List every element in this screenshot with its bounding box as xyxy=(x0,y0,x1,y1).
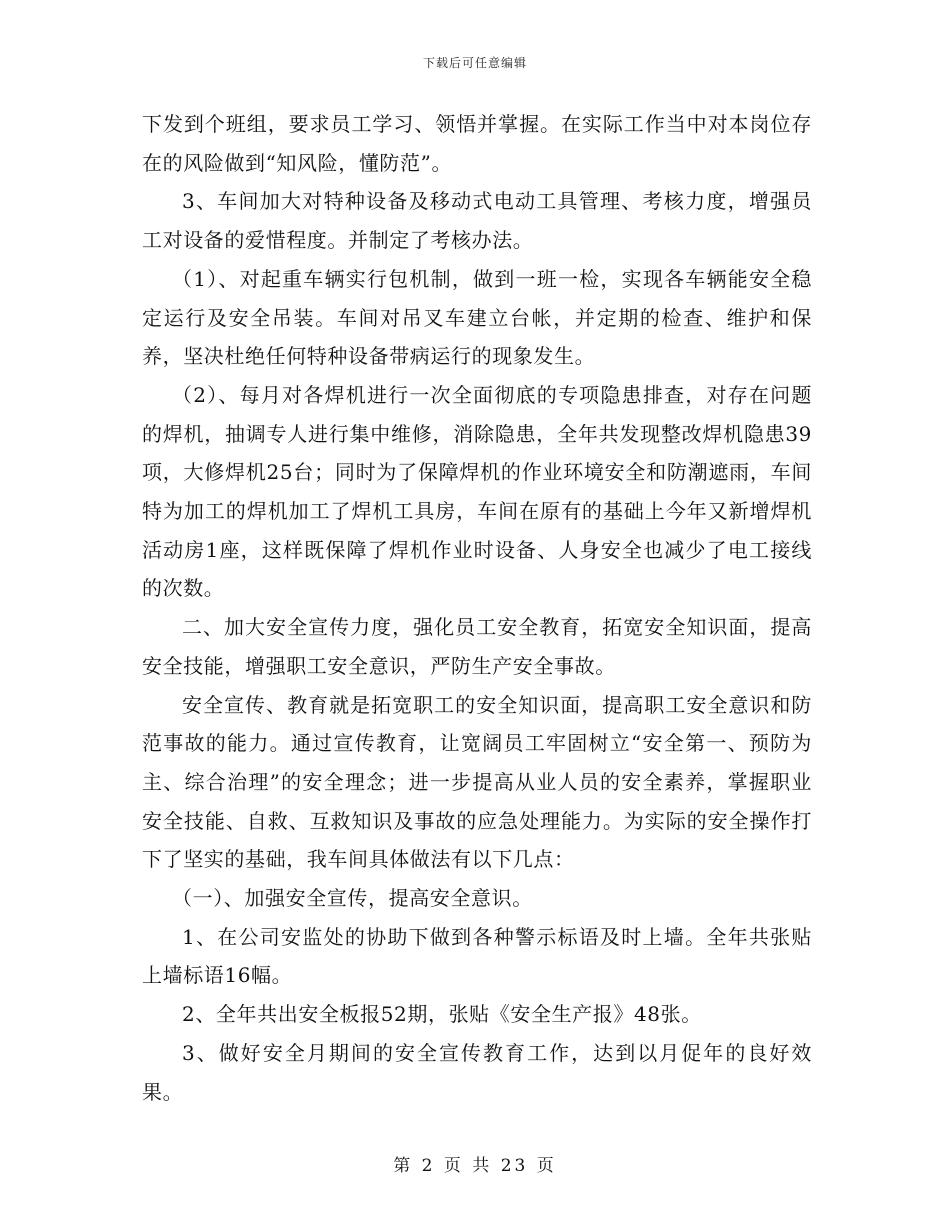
paragraph-sub-item-1: （1）、对起重车辆实行包机制，做到一班一检，实现各车辆能安全稳定运行及安全吊装。车间对吊叉车建立台帐，并定期的检查、维护和保养，坚决杜绝任何特种设备带病运行的现象发生。 xyxy=(142,266,812,369)
paragraph-subsection-heading: （一）、加强安全宣传，提高安全意识。 xyxy=(172,886,533,911)
document-body xyxy=(142,105,812,1111)
paragraph-section-heading-2: 二、加大安全宣传力度，强化员工安全教育，拓宽安全知识面，提高安全技能，增强职工安全意识，严防生产安全事故。 xyxy=(142,615,812,678)
paragraph-body: 安全宣传、教育就是拓宽职工的安全知识面，提高职工安全意识和防范事故的能力。通过宣传教育，让宽阔员工牢固树立“安全第一、预防为主、综合治理”的安全理念；进一步提高从业人员的安全素养，掌握职业安全技能、自救、互救知识及事故的应急处理能力。为实际的安全操作打下了坚实的基础，我车间具体做法有以下几点： xyxy=(142,692,812,872)
paragraph-item-3: 3、车间加大对特种设备及移动式电动工具管理、考核力度，增强员工对设备的爱惜程度。并制定了考核办法。 xyxy=(142,189,812,253)
page-header: 下载后可任意编辑 xyxy=(422,56,527,70)
paragraph-list-item-1: 1、在公司安监处的协助下做到各种警示标语及时上墙。全年共张贴上墙标语16幅。 xyxy=(142,924,812,988)
paragraph-continuation: 下发到个班组，要求员工学习、领悟并掌握。在实际工作当中对本岗位存在的风险做到“知风险，懂防范”。 xyxy=(142,112,812,175)
page-number-footer: 第 2 页 共 23 页 xyxy=(393,1156,557,1176)
paragraph-list-item-2: 2、全年共出安全板报52期，张贴《安全生产报》48张。 xyxy=(182,1002,702,1027)
paragraph-list-item-3: 3、做好安全月期间的安全宣传教育工作，达到以月促年的良好效果。 xyxy=(142,1040,812,1104)
paragraph-sub-item-2: （2）、每月对各焊机进行一次全面彻底的专项隐患排查，对存在问题的焊机，抽调专人进行集中维修，消除隐患，全年共发现整改焊机隐患39项，大修焊机25台；同时为了保障焊机的作业环境安全和防潮遮雨，车间特为加工的焊机加工了焊机工具房，车间在原有的基础上今年又新增焊机活动房1座，这样既保障了焊机作业时设备、人身安全也减少了电工接线的次数。 xyxy=(142,382,812,601)
